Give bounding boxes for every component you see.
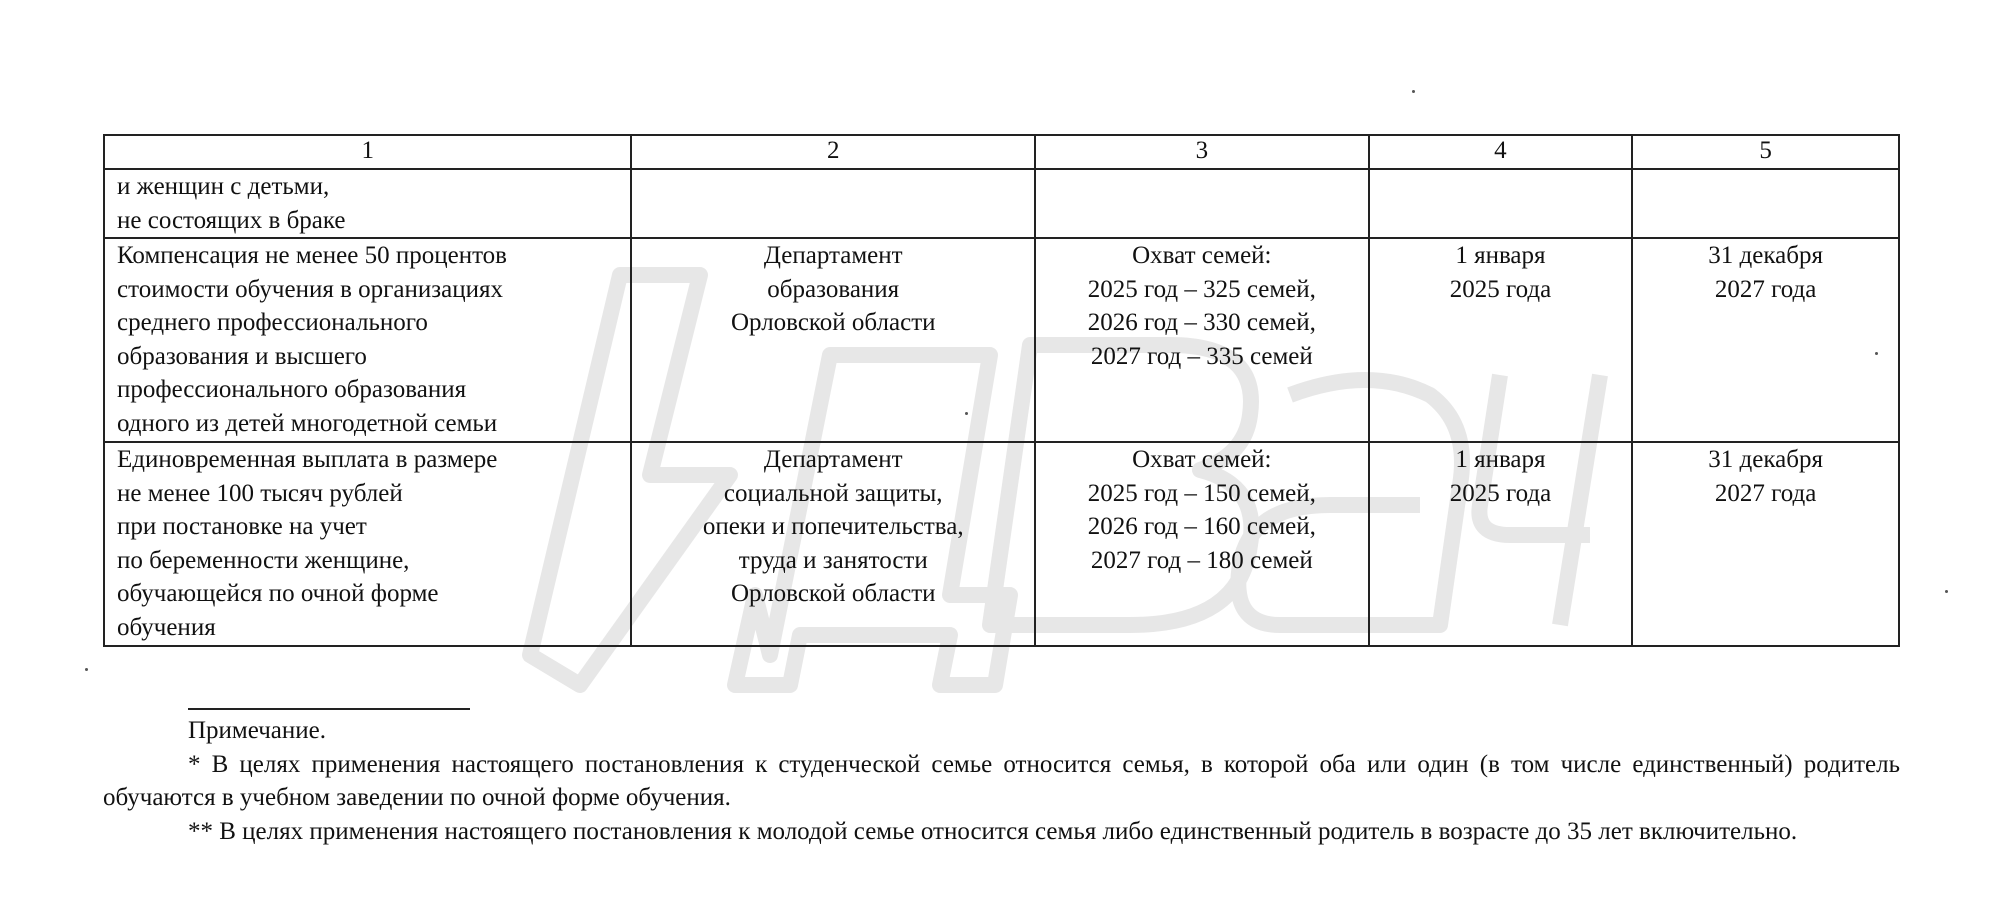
executor-cell: Департамент социальной защиты, опеки и попечительства, труда и занятости Орловской области	[631, 442, 1035, 646]
coverage-cell	[1035, 169, 1369, 238]
end-date-cell: 31 декабря 2027 года	[1632, 442, 1899, 646]
note-title: Примечание.	[188, 717, 327, 744]
scan-speck	[965, 412, 968, 415]
column-number-2: 2	[631, 135, 1035, 169]
footnote-student-family: * В целях применения настоящего постановления к студенческой семье относится семья, в которой оба или один (в том числе единственный) родитель обучаются в учебном заведении по очной форме обучения.	[103, 750, 1900, 811]
footnote-young-family: ** В целях применения настоящего постановления к молодой семье относится семья либо единственный родитель в возрасте до 35 лет включительно.	[188, 817, 1798, 845]
end-date-cell	[1632, 169, 1899, 238]
footnotes	[103, 714, 1900, 848]
table-header-row	[104, 135, 1899, 169]
end-date-cell: 31 декабря 2027 года	[1632, 238, 1899, 442]
executor-cell	[631, 169, 1035, 238]
scan-speck	[1412, 90, 1415, 93]
scan-speck	[85, 668, 88, 671]
executor-cell: Департамент образования Орловской области	[631, 238, 1035, 442]
start-date-cell	[1369, 169, 1633, 238]
start-date-cell: 1 января 2025 года	[1369, 442, 1633, 646]
table-row	[104, 238, 1899, 442]
measure-cell: и женщин с детьми, не состоящих в браке	[104, 169, 631, 238]
table-row	[104, 442, 1899, 646]
footnote-separator	[188, 708, 470, 710]
scan-speck	[1945, 590, 1948, 593]
coverage-cell: Охват семей: 2025 год – 325 семей, 2026 год – 330 семей, 2027 год – 335 семей	[1035, 238, 1369, 442]
column-number-3: 3	[1035, 135, 1369, 169]
measure-cell: Компенсация не менее 50 процентов стоимости обучения в организациях среднего профессионального образования и высшего профессионального образования одного из детей многодетной семьи	[104, 238, 631, 442]
coverage-cell: Охват семей: 2025 год – 150 семей, 2026 год – 160 семей, 2027 год – 180 семей	[1035, 442, 1369, 646]
table-row	[104, 169, 1899, 238]
column-number-1: 1	[104, 135, 631, 169]
start-date-cell: 1 января 2025 года	[1369, 238, 1633, 442]
measure-cell: Единовременная выплата в размере не менее 100 тысяч рублей при постановке на учет по беременности женщине, обучающейся по очной форме обучения	[104, 442, 631, 646]
column-number-4: 4	[1369, 135, 1633, 169]
column-number-5: 5	[1632, 135, 1899, 169]
measures-table	[103, 134, 1900, 647]
scan-speck	[1875, 352, 1878, 355]
